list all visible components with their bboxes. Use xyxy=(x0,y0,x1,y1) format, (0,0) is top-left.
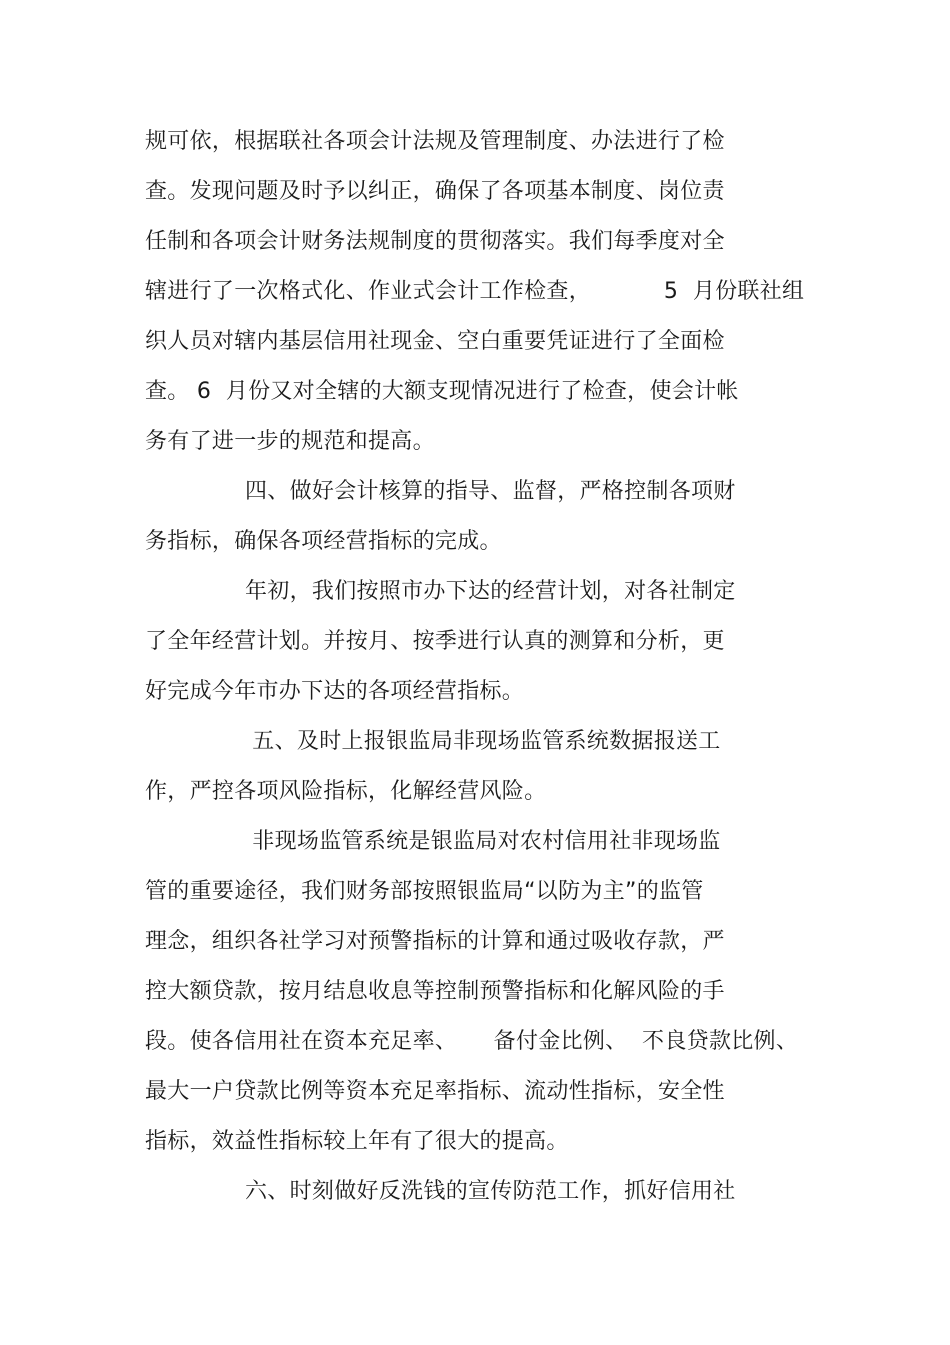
text-line: 作，严控各项风险指标，化解经营风险。 xyxy=(145,779,547,804)
section-heading-5: 五、及时上报银监局非现场监管系统数据报送工 xyxy=(245,729,721,754)
text-line: 织人员对辖内基层信用社现金、空白重要凭证进行了全面检 xyxy=(145,329,725,354)
text-line: 规可依，根据联社各项会计法规及管理制度、办法进行了检 xyxy=(145,129,725,154)
text-line: 务指标，确保各项经营指标的完成。 xyxy=(145,529,502,554)
section-heading-6: 六、时刻做好反洗钱的宣传防范工作，抓好信用社 xyxy=(245,1179,736,1204)
paragraph-start: 非现场监管系统是银监局对农村信用社非现场监 xyxy=(245,829,721,854)
text-line: 理念，组织各社学习对预警指标的计算和通过吸收存款，严 xyxy=(145,929,725,954)
text-line: 最大一户贷款比例等资本充足率指标、流动性指标，安全性 xyxy=(145,1079,725,1104)
text-line: 务有了进一步的规范和提高。 xyxy=(145,429,435,454)
text-line: 查。发现问题及时予以纠正，确保了各项基本制度、岗位责 xyxy=(145,179,725,204)
text-line: 辖进行了一次格式化、作业式会计工作检查， 5 月份联社组 xyxy=(145,279,805,304)
text-line: 控大额贷款，按月结息收息等控制预警指标和化解风险的手 xyxy=(145,979,725,1004)
text-line: 好完成今年市办下达的各项经营指标。 xyxy=(145,679,525,704)
paragraph-start: 年初，我们按照市办下达的经营计划，对各社制定 xyxy=(245,579,736,604)
text-line: 管的重要途径，我们财务部按照银监局“以防为主”的监管 xyxy=(145,879,704,904)
text-line: 任制和各项会计财务法规制度的贯彻落实。我们每季度对全 xyxy=(145,229,725,254)
text-line: 了全年经营计划。并按月、按季进行认真的测算和分析，更 xyxy=(145,629,725,654)
text-line: 查。 6 月份又对全辖的大额支现情况进行了检查，使会计帐 xyxy=(145,379,739,404)
text-line: 指标，效益性指标较上年有了很大的提高。 xyxy=(145,1129,569,1154)
section-heading-4: 四、做好会计核算的指导、监督，严格控制各项财 xyxy=(245,479,736,504)
text-line: 段。使各信用社在资本充足率、 备付金比例、 不良贷款比例、 xyxy=(145,1029,799,1054)
